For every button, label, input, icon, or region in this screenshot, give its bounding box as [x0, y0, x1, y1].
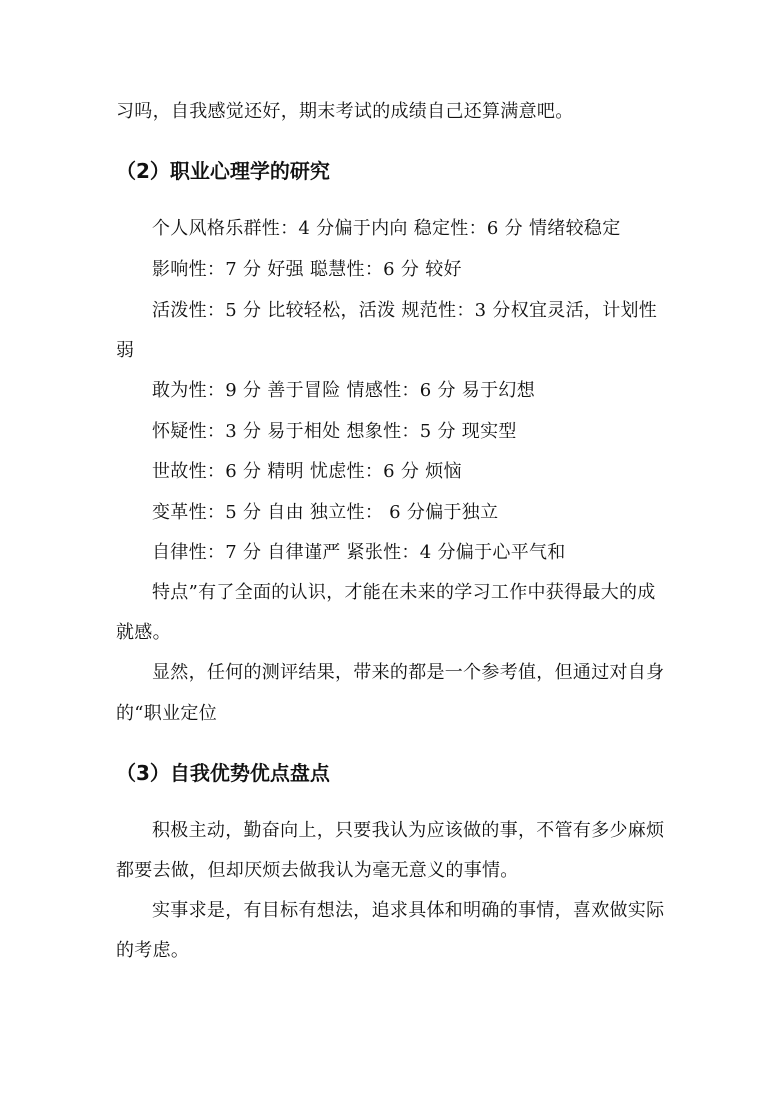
trait-line: 敢为性：9 分 善于冒险 情感性：6 分 易于幻想 [152, 380, 536, 401]
paragraph-line: 特点”有了全面的认识，才能在未来的学习工作中获得最大的成 [152, 582, 656, 603]
section-heading-2: （2）职业心理学的研究 [116, 159, 330, 183]
trait-line: 活泼性：5 分 比较轻松，活泼 规范性：3 分权宜灵活，计划性 [152, 300, 658, 321]
trait-line-continued: 弱 [116, 340, 135, 361]
trait-line: 自律性：7 分 自律谨严 紧张性：4 分偏于心平气和 [152, 542, 566, 563]
trait-line: 怀疑性：3 分 易于相处 想象性：5 分 现实型 [152, 421, 517, 442]
trait-line: 影响性：7 分 好强 聪慧性：6 分 较好 [152, 259, 462, 280]
paragraph-line: 显然，任何的测评结果，带来的都是一个参考值，但通过对自身 [152, 662, 665, 683]
paragraph-line: 积极主动，勤奋向上，只要我认为应该做的事，不管有多少麻烦 [152, 820, 665, 841]
section-heading-3: （3）自我优势优点盘点 [116, 761, 330, 785]
paragraph-line: 的“职业定位 [116, 703, 218, 724]
paragraph-line: 都要去做，但却厌烦去做我认为毫无意义的事情。 [116, 860, 519, 881]
paragraph-line: 习吗，自我感觉还好，期末考试的成绩自己还算满意吧。 [116, 101, 574, 122]
paragraph-line: 的考虑。 [116, 940, 190, 961]
paragraph-line: 就感。 [116, 622, 171, 643]
trait-line: 个人风格乐群性：4 分偏于内向 稳定性：6 分 情绪较稳定 [152, 218, 621, 239]
trait-line: 世故性：6 分 精明 忧虑性：6 分 烦恼 [152, 461, 462, 482]
trait-line: 变革性：5 分 自由 独立性： 6 分偏于独立 [152, 502, 499, 523]
paragraph-line: 实事求是，有目标有想法，追求具体和明确的事情，喜欢做实际 [152, 900, 665, 921]
